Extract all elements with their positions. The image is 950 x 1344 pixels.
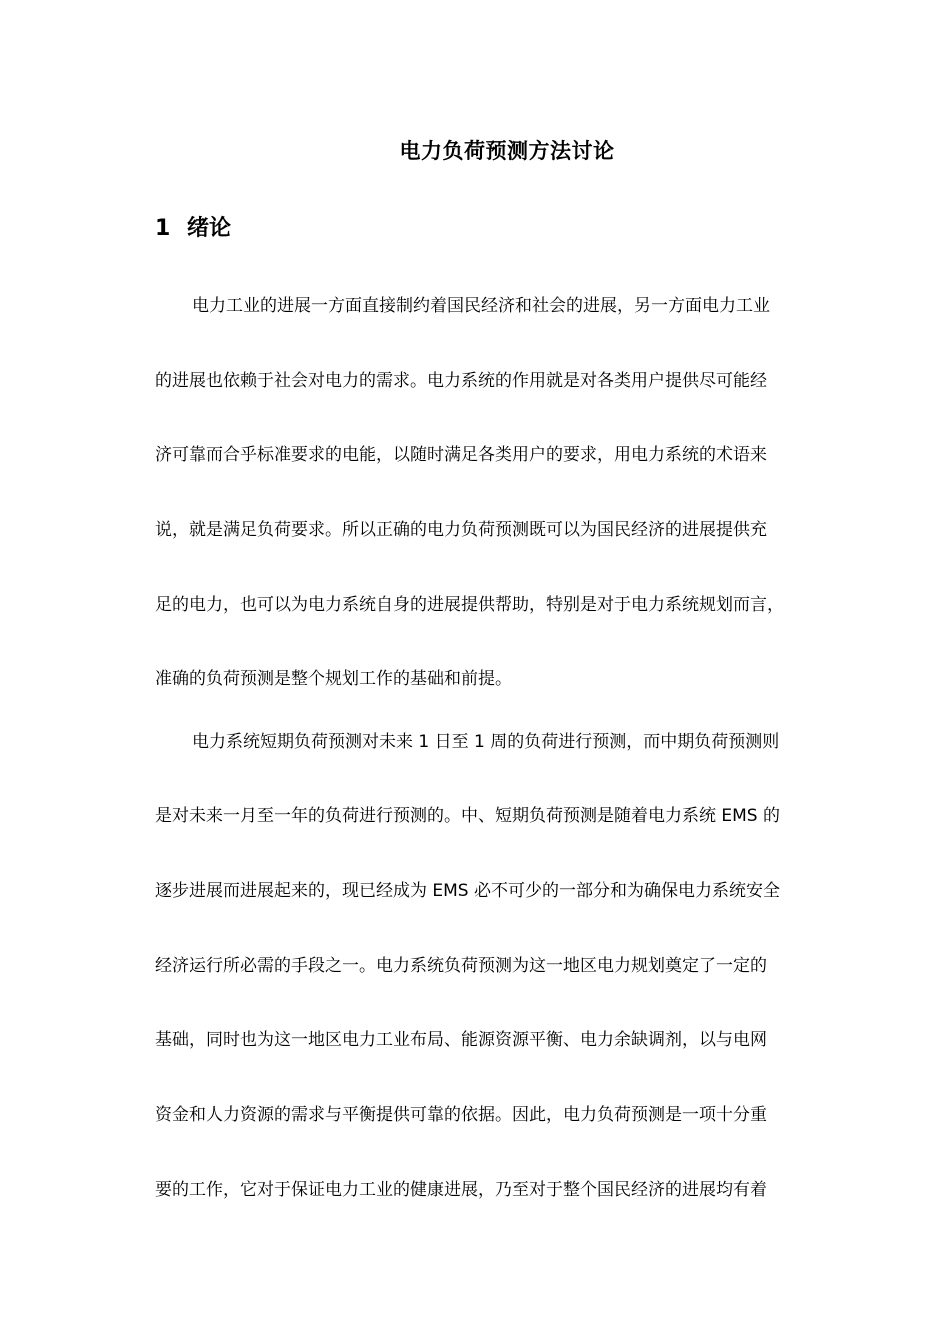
paragraph-2-line-4: 经济运行所必需的手段之一。电力系统负荷预测为这一地区电力规划奠定了一定的 bbox=[155, 956, 767, 976]
paragraph-1-line-6: 准确的负荷预测是整个规划工作的基础和前提。 bbox=[155, 669, 512, 689]
paragraph-1-line-5: 足的电力，也可以为电力系统自身的进展提供帮助，特别是对于电力系统规划而言， bbox=[155, 595, 784, 615]
paragraph-2-line-1: 电力系统短期负荷预测对未来 1 日至 1 周的负荷进行预测，而中期负荷预测则 bbox=[192, 732, 780, 752]
paragraph-1-line-4: 说，就是满足负荷要求。所以正确的电力负荷预测既可以为国民经济的进展提供充 bbox=[155, 520, 767, 540]
paragraph-1-line-2: 的进展也依赖于社会对电力的需求。电力系统的作用就是对各类用户提供尽可能经 bbox=[155, 371, 767, 391]
paragraph-1-line-1: 电力工业的进展一方面直接制约着国民经济和社会的进展，另一方面电力工业 bbox=[192, 296, 770, 316]
document-title: 电力负荷预测方法讨论 bbox=[399, 139, 615, 163]
paragraph-2-line-3: 逐步进展而进展起来的，现已经成为 EMS 必不可少的一部分和为确保电力系统安全 bbox=[155, 881, 781, 901]
paragraph-2-line-2: 是对未来一月至一年的负荷进行预测的。中、短期负荷预测是随着电力系统 EMS 的 bbox=[155, 806, 781, 826]
section-heading bbox=[155, 211, 231, 247]
section-title: 绪论 bbox=[187, 216, 232, 241]
paragraph-2-line-6: 资金和人力资源的需求与平衡提供可靠的依据。因此，电力负荷预测是一项十分重 bbox=[155, 1105, 767, 1125]
paragraph-1-line-3: 济可靠而合乎标准要求的电能，以随时满足各类用户的要求，用电力系统的术语来 bbox=[155, 445, 767, 465]
paragraph-2-line-7: 要的工作，它对于保证电力工业的健康进展，乃至对于整个国民经济的进展均有着 bbox=[155, 1180, 767, 1200]
paragraph-2-line-5: 基础，同时也为这一地区电力工业布局、能源资源平衡、电力余缺调剂，以与电网 bbox=[155, 1030, 767, 1050]
section-number: 1 bbox=[155, 216, 171, 241]
